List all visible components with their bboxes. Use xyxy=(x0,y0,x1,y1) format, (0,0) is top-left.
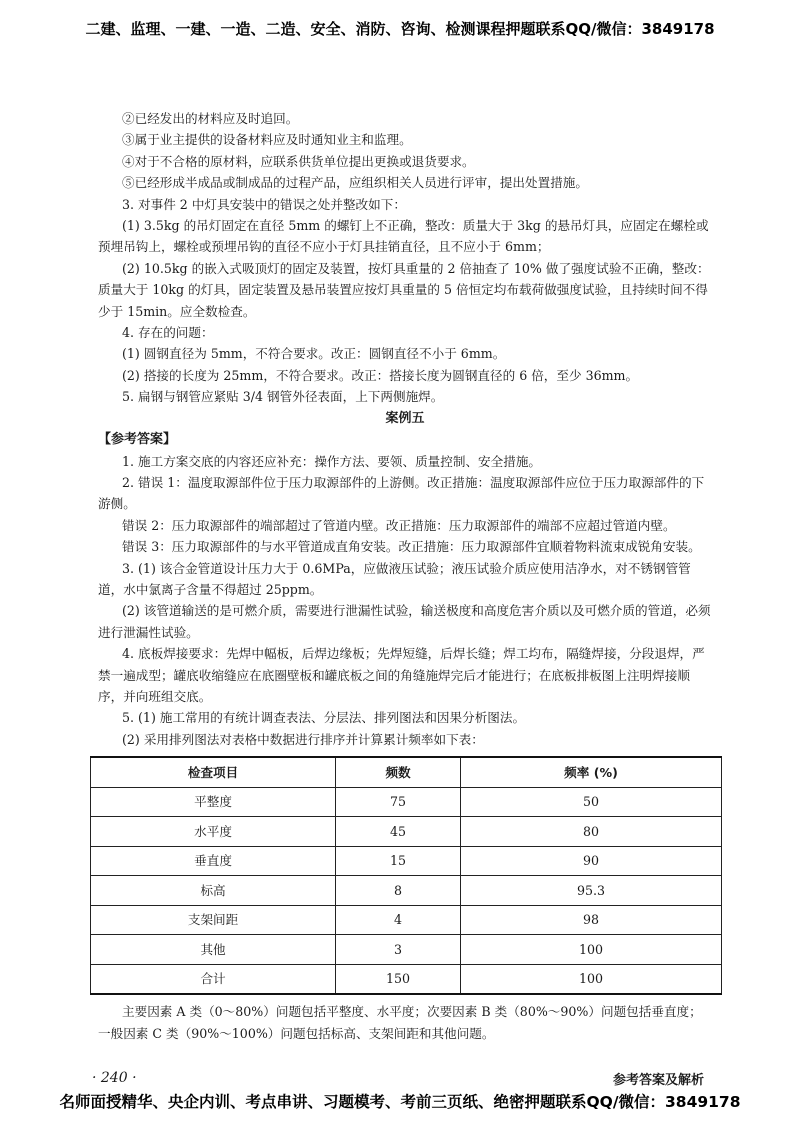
top-banner: 二建、监理、一建、一造、二造、安全、消防、咨询、检测课程押题联系QQ/微信：3849178 xyxy=(85,20,715,38)
paragraph: (1) 3.5kg 的吊灯固定在直径 5mm 的螺钉上不正确，整改：质量大于 3kg 的悬吊灯具，应固定在螺栓或预埋吊钩上，螺栓或预埋吊钩的直径不应小于灯具挂销直径，且不应小于 6mm； xyxy=(98,218,709,255)
case-title: 案例五 xyxy=(385,410,425,426)
table-cell: 98 xyxy=(461,905,722,935)
column-header: 频率 (%) xyxy=(461,757,722,787)
paragraph: 3. 对事件 2 中灯具安装中的错误之处并整改如下： xyxy=(122,196,406,212)
table-row xyxy=(91,905,722,935)
table-cell: 75 xyxy=(336,787,461,817)
paragraph: 3. (1) 该合金管道设计压力大于 0.6MPa，应做液压试验；液压试验介质应使用洁净水，对不锈钢管管道，水中氯离子含量不得超过 25ppm。 xyxy=(98,560,691,597)
column-header: 频数 xyxy=(336,757,461,787)
table-cell: 标高 xyxy=(91,876,336,906)
page-content xyxy=(98,108,712,1044)
paragraph: (1) 圆钢直径为 5mm，不符合要求。改正：圆钢直径不小于 6mm。 xyxy=(122,346,506,362)
table-cell: 100 xyxy=(461,935,722,965)
paragraph: 5. (1) 施工常用的有统计调查表法、分层法、排列图法和因果分析图法。 xyxy=(122,710,526,726)
table-cell: 90 xyxy=(461,846,722,876)
paragraph: ⑤已经形成半成品或制成品的过程产品，应组织相关人员进行评审，提出处置措施。 xyxy=(122,175,588,191)
table-cell: 15 xyxy=(336,846,461,876)
table-cell: 150 xyxy=(336,964,461,994)
table-cell: 合计 xyxy=(91,964,336,994)
table-cell: 50 xyxy=(461,787,722,817)
frequency-table xyxy=(90,756,722,995)
conclusion-paragraph: 主要因素 A 类（0～80%）问题包括平整度、水平度；次要因素 B 类（80%～90%）问题包括垂直度；一般因素 C 类（90%～100%）问题包括标高、支架间距和其他问题。 xyxy=(98,1004,702,1041)
paragraph: ③属于业主提供的设备材料应及时通知业主和监理。 xyxy=(122,132,412,148)
table-cell: 支架间距 xyxy=(91,905,336,935)
paragraph: 5. 扁钢与钢管应紧贴 3/4 钢管外径表面，上下两侧施焊。 xyxy=(122,389,444,405)
answer-heading: 【参考答案】 xyxy=(98,432,177,448)
table-row xyxy=(91,846,722,876)
paragraph: 4. 存在的问题： xyxy=(122,325,214,341)
table-cell: 8 xyxy=(336,876,461,906)
table-row xyxy=(91,876,722,906)
paragraph: 2. 错误 1：温度取源部件位于压力取源部件的上游侧。改正措施：温度取源部件应位于压力取源部件的下游侧。 xyxy=(98,474,705,512)
table-cell: 95.3 xyxy=(461,876,722,906)
paragraph: 1. 施工方案交底的内容还应补充：操作方法、要领、质量控制、安全措施。 xyxy=(122,453,542,469)
table-cell: 其他 xyxy=(91,935,336,965)
paragraph: (2) 搭接的长度为 25mm，不符合要求。改正：搭接长度为圆钢直径的 6 倍，至少 36mm。 xyxy=(122,367,639,383)
table-row xyxy=(91,787,722,817)
table-cell: 100 xyxy=(461,964,722,994)
table-cell: 垂直度 xyxy=(91,846,336,876)
paragraph: 错误 3：压力取源部件的与水平管道成直角安装。改正措施：压力取源部件宜顺着物料流束成锐角安装。 xyxy=(122,539,701,555)
paragraph: (2) 采用排列图法对表格中数据进行排序并计算累计频率如下表： xyxy=(122,731,484,747)
page-number: · 240 · xyxy=(92,1070,137,1086)
table-row xyxy=(91,817,722,847)
footer-title: 参考答案及解析 xyxy=(612,1073,704,1088)
table-row xyxy=(91,964,722,994)
paragraph: 4. 底板焊接要求：先焊中幅板，后焊边缘板；先焊短缝，后焊长缝；焊工均布，隔缝焊接，分段退焊，严禁一遍成型；罐底收缩缝应在底圈壁板和罐底板之间的角缝施焊完后才能进行；在底板排板图上注明焊接顺序，并向班组交底。 xyxy=(98,646,705,704)
table-cell: 45 xyxy=(336,817,461,847)
table-cell: 平整度 xyxy=(91,787,336,817)
table-cell: 4 xyxy=(336,905,461,935)
paragraph: ④对于不合格的原材料，应联系供货单位提出更换或退货要求。 xyxy=(122,153,475,169)
paragraph: ②已经发出的材料应及时追回。 xyxy=(122,111,299,126)
paragraph: (2) 该管道输送的是可燃介质，需要进行泄漏性试验，输送极度和高度危害介质以及可燃介质的管道，必须进行泄漏性试验。 xyxy=(98,603,711,640)
table-cell: 80 xyxy=(461,817,722,847)
bottom-banner: 名师面授精华、央企内训、考点串讲、习题模考、考前三页纸、绝密押题联系QQ/微信：3849178 xyxy=(59,1093,741,1111)
table-header-row xyxy=(91,757,722,787)
paragraph: 错误 2：压力取源部件的端部超过了管道内壁。改正措施：压力取源部件的端部不应超过管道内壁。 xyxy=(122,517,676,533)
table-cell: 水平度 xyxy=(91,817,336,847)
table-row xyxy=(91,935,722,965)
paragraph: (2) 10.5kg 的嵌入式吸顶灯的固定及装置，按灯具重量的 2 倍抽查了 10% 做了强度试验不正确，整改：质量大于 10kg 的灯具，固定装置及悬吊装置应按灯具重量的 5 倍恒定均布载荷做强度试验，且持续时间不得少于 15min。应全数检查。 xyxy=(98,260,710,319)
column-header: 检查项目 xyxy=(91,757,336,787)
table-cell: 3 xyxy=(336,935,461,965)
